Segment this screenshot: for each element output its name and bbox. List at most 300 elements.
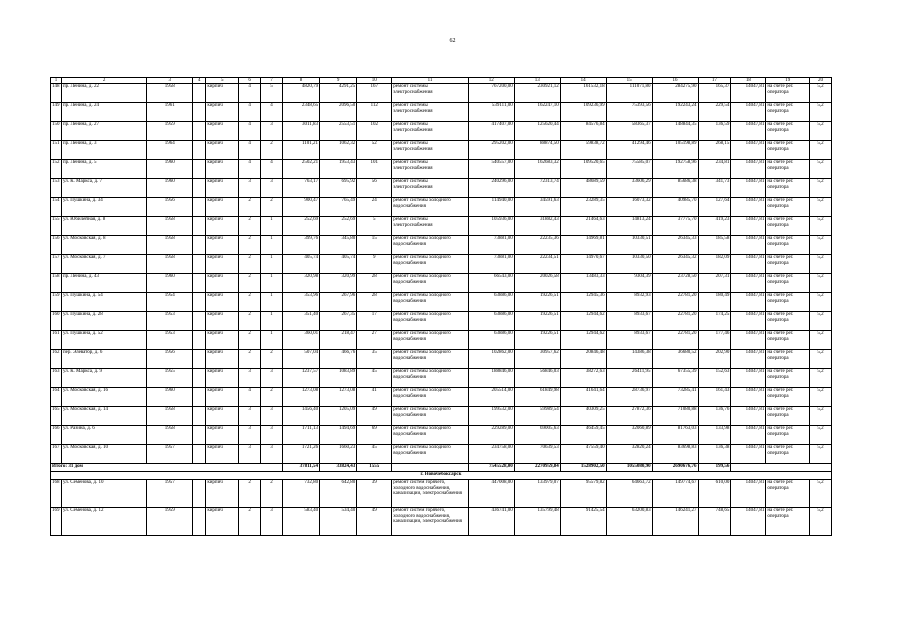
table-row (51, 426, 832, 445)
living-area-cell: 1273,08 (320, 388, 357, 407)
republic-share-cell: 95579,82 (560, 480, 606, 508)
address-cell: пр. Ленина, д. 22 (61, 84, 146, 103)
owners-share-cell: 73285,41 (652, 388, 698, 407)
unit-cost-cell: 419,23 (698, 217, 731, 236)
address-cell: ул. К. Маркса, д. 7 (61, 179, 146, 198)
local-share-sum: 1055080,90 (606, 464, 652, 472)
total-cost-cell: 63886,00 (468, 312, 514, 331)
fund-share-cell: 31882,43 (514, 217, 560, 236)
local-share-cell: 32060,89 (606, 426, 652, 445)
floors-cell: 4 (239, 84, 261, 103)
total-cost-sum: 7545528,00 (468, 464, 514, 472)
year-cell: 1955 (147, 369, 193, 388)
address-cell: ул. Московская, д. 16 (61, 388, 146, 407)
living-area-cell: 218,47 (320, 331, 357, 350)
max-unit-cost-cell: 14047,81 (731, 122, 766, 141)
republic-share-cell: 47559,40 (560, 445, 606, 464)
local-share-cell: 28736,97 (606, 388, 652, 407)
total-cost-cell: 102862,00 (468, 350, 514, 369)
unit-cost-cell: 268,15 (698, 141, 731, 160)
unit-cost-cell: 202,90 (698, 350, 731, 369)
local-share-cell: 10330,51 (606, 236, 652, 255)
work-type-cell: ремонт системы холодного водоснабжения (392, 426, 469, 445)
column-number-cell: 6 (239, 78, 261, 84)
republic-share-cell: 21464,63 (560, 217, 606, 236)
local-share-cell: 26411,95 (606, 369, 652, 388)
work-type-cell: ремонт системы электроснабжения (392, 141, 469, 160)
unit-cost-cell: 610,00 (698, 480, 731, 508)
year-cell: 1956 (147, 350, 193, 369)
fund-method-cell: на счете рег. оператора (766, 141, 810, 160)
total-cost-cell: 229289,00 (468, 426, 514, 445)
floors-cell: 2 (239, 293, 261, 312)
term-cell: 5,2 (810, 388, 832, 407)
table-row (51, 160, 832, 179)
term-cell: 5,2 (810, 179, 832, 198)
total-area-cell: 507,04 (282, 350, 319, 369)
total-cost-cell: 66543,00 (468, 274, 514, 293)
term-cell: 5,2 (810, 122, 832, 141)
city-row (51, 472, 832, 480)
wall-material-cell: кирпич (206, 122, 239, 141)
term-cell: 5,2 (810, 426, 832, 445)
total-area-cell: 320,98 (282, 274, 319, 293)
fund-method-cell: на счете рег. оператора (766, 350, 810, 369)
year-cell: 1964 (147, 141, 193, 160)
republic-share-cell: 12944,62 (560, 312, 606, 331)
fund-share-cell: 88874,50 (514, 141, 560, 160)
residents-sum: 1555 (357, 464, 392, 472)
table-row (51, 179, 832, 198)
local-share-cell: 9304,39 (606, 274, 652, 293)
row-number: 152 (51, 160, 62, 179)
max-unit-cost-cell: 14047,81 (731, 388, 766, 407)
republic-share-cell: 40309,25 (560, 407, 606, 426)
average-unit-cost: 199,56 (698, 464, 731, 472)
fund-share-cell: 72313,74 (514, 179, 560, 198)
republic-share-cell: 109236,99 (560, 103, 606, 122)
year-cell: 1956 (147, 198, 193, 217)
max-unit-cost-cell: 14047,81 (731, 179, 766, 198)
owners-share-cell: 37775,70 (652, 217, 698, 236)
entrances-cell: 2 (261, 480, 283, 508)
entrances-cell: 1 (261, 312, 283, 331)
wall-material-cell: кирпич (206, 369, 239, 388)
living-area-cell: 267,96 (320, 293, 357, 312)
republic-share-cell: 12945,36 (560, 293, 606, 312)
total-area-cell: 1237,57 (282, 369, 319, 388)
column-number-cell: 15 (606, 78, 652, 84)
total-area-cell: 399,76 (282, 236, 319, 255)
total-cost-cell: 540557,00 (468, 160, 514, 179)
total-area-cell: 1456,40 (282, 407, 319, 426)
address-cell: ул. Семенова, д. 10 (61, 480, 146, 508)
fund-share-cell: 56846,03 (514, 369, 560, 388)
empty-cell (193, 426, 206, 445)
wall-material-cell: кирпич (206, 274, 239, 293)
column-number-cell: 10 (357, 78, 392, 84)
max-unit-cost-cell: 14047,81 (731, 236, 766, 255)
total-cost-cell: 63886,00 (468, 331, 514, 350)
local-share-cell: 75393,56 (606, 103, 652, 122)
address-cell: ул. Юбилейная, д. 8 (61, 217, 146, 236)
term-cell: 5,2 (810, 508, 832, 536)
total-cost-cell: 234758,00 (468, 445, 514, 464)
row-number: 165 (51, 407, 62, 426)
fund-share-cell: 61849,98 (514, 388, 560, 407)
unit-cost-cell: 182,09 (698, 255, 731, 274)
total-area-cell: 583,40 (282, 508, 319, 536)
total-area-cell: 1711,13 (282, 426, 319, 445)
table-row (51, 103, 832, 122)
owners-share-cell: 81763,03 (652, 426, 698, 445)
wall-material-cell: кирпич (206, 480, 239, 508)
republic-share-sum: 1528902,50 (560, 464, 606, 472)
column-number-cell: 1 (51, 78, 62, 84)
total-cost-cell: 199532,00 (468, 407, 514, 426)
year-cell: 1953 (147, 312, 193, 331)
unit-cost-cell: 177,46 (698, 331, 731, 350)
year-cell: 1958 (147, 236, 193, 255)
column-number-cell: 20 (810, 78, 832, 84)
fund-method-cell: на счете рег. оператора (766, 198, 810, 217)
empty-cell (193, 198, 206, 217)
total-label: Итого: 31 дом (51, 464, 283, 472)
entrances-cell: 3 (261, 426, 283, 445)
row-number: 159 (51, 293, 62, 312)
work-type-cell: ремонт системы электроснабжения (392, 84, 469, 103)
total-area-cell: 405,74 (282, 255, 319, 274)
residents-cell: 27 (357, 331, 392, 350)
year-cell: 1960 (147, 160, 193, 179)
unit-cost-cell: 152,63 (698, 369, 731, 388)
total-area-cell: 2348,65 (282, 103, 319, 122)
owners-share-cell: 23728,50 (652, 274, 698, 293)
local-share-cell: 111071,80 (606, 84, 652, 103)
column-number-cell: 19 (766, 78, 810, 84)
wall-material-cell: кирпич (206, 217, 239, 236)
year-cell: 1960 (147, 179, 193, 198)
address-cell: ул. Пушкина, д. 28 (61, 312, 146, 331)
term-cell: 5,2 (810, 350, 832, 369)
year-cell: 1958 (147, 426, 193, 445)
address-cell: ул. Пушкина, д. 52 (61, 331, 146, 350)
column-number-cell: 11 (392, 78, 469, 84)
residents-cell: 49 (357, 508, 392, 536)
row-number: 169 (51, 508, 62, 536)
table-row (51, 217, 832, 236)
residents-cell: 41 (357, 388, 392, 407)
work-type-cell: ремонт системы электроснабжения (392, 103, 469, 122)
owners-share-cell: 22781,20 (652, 331, 698, 350)
republic-share-cell: 109520,65 (560, 160, 606, 179)
total-cost-cell: 295202,00 (468, 141, 514, 160)
table-row (51, 122, 832, 141)
fund-share-cell: 34591,63 (514, 198, 560, 217)
empty-cell (193, 407, 206, 426)
owners-share-cell: 284275,90 (652, 84, 698, 103)
residents-cell: 9 (357, 255, 392, 274)
local-share-cell: 63200,83 (606, 508, 652, 536)
residents-cell: 101 (357, 160, 392, 179)
residents-cell: 45 (357, 445, 392, 464)
local-share-cell: 8933,67 (606, 312, 652, 331)
table-row (51, 84, 832, 103)
republic-share-cell: 14970,67 (560, 255, 606, 274)
unit-cost-cell: 136,59 (698, 122, 731, 141)
fund-method-cell: на счете рег. оператора (766, 179, 810, 198)
address-cell: ул. Пушкина, д. 34 (61, 198, 146, 217)
unit-cost-cell: 136,76 (698, 407, 731, 426)
residents-cell: 56 (357, 179, 392, 198)
fund-method-cell: на счете рег. оператора (766, 217, 810, 236)
row-number: 161 (51, 331, 62, 350)
column-number-cell: 16 (652, 78, 698, 84)
empty-cell (193, 160, 206, 179)
fund-share-cell: 133979,07 (514, 480, 560, 508)
floors-cell: 3 (239, 426, 261, 445)
total-cost-cell: 73881,00 (468, 255, 514, 274)
entrances-cell: 2 (261, 198, 283, 217)
max-unit-cost-cell: 14047,81 (731, 255, 766, 274)
term-cell: 5,2 (810, 480, 832, 508)
entrances-cell: 2 (261, 350, 283, 369)
residents-cell: 17 (357, 312, 392, 331)
work-type-cell: ремонт системы холодного водоснабжения (392, 369, 469, 388)
owners-share-sum: 2690676,76 (652, 464, 698, 472)
address-cell: ул. К. Маркса, д. 9 (61, 369, 146, 388)
year-cell: 1958 (147, 217, 193, 236)
living-area-cell: 4291,25 (320, 84, 357, 103)
year-cell: 1958 (147, 407, 193, 426)
fund-method-cell: на счете рег. оператора (766, 445, 810, 464)
owners-share-cell: 26345,33 (652, 236, 698, 255)
max-unit-cost-cell: 14047,81 (731, 508, 766, 536)
entrances-cell: 1 (261, 236, 283, 255)
wall-material-cell: кирпич (206, 198, 239, 217)
local-share-cell: 58365,37 (606, 122, 652, 141)
work-type-cell: ремонт системы холодного водоснабжения (392, 312, 469, 331)
republic-share-cell: 14969,81 (560, 236, 606, 255)
living-area-cell: 1062,32 (320, 141, 357, 160)
table-row (51, 388, 832, 407)
column-number-cell: 17 (698, 78, 731, 84)
local-share-cell: 75585,07 (606, 160, 652, 179)
year-cell: 1957 (147, 480, 193, 508)
unit-cost-cell: 136,38 (698, 445, 731, 464)
floors-cell: 2 (239, 312, 261, 331)
wall-material-cell: кирпич (206, 508, 239, 536)
row-number: 168 (51, 480, 62, 508)
entrances-cell: 3 (261, 369, 283, 388)
total-area-sum: 37811,54 (282, 464, 319, 472)
living-area-cell: 1083,89 (320, 369, 357, 388)
owners-share-cell: 192243,24 (652, 103, 698, 122)
address-cell: пер. Элеватор, д. 6 (61, 350, 146, 369)
fund-share-cell: 230921,12 (514, 84, 560, 103)
work-type-cell: ремонт систем горячего, холодного водоснабжения, канализации, электроснабжения (392, 480, 469, 508)
republic-share-cell: 20846,48 (560, 350, 606, 369)
term-cell: 5,2 (810, 84, 832, 103)
residents-cell: 5 (357, 217, 392, 236)
floors-cell: 3 (239, 407, 261, 426)
floors-cell: 2 (239, 274, 261, 293)
residents-cell: 167 (357, 84, 392, 103)
living-area-cell: 1660,23 (320, 445, 357, 464)
fund-share-cell: 22234,51 (514, 255, 560, 274)
floors-cell: 3 (239, 369, 261, 388)
row-number: 150 (51, 122, 62, 141)
column-number-cell: 5 (206, 78, 239, 84)
floors-cell: 3 (239, 179, 261, 198)
empty-cell (193, 350, 206, 369)
work-type-cell: ремонт системы электроснабжения (392, 122, 469, 141)
owners-share-cell: 22781,20 (652, 293, 698, 312)
fund-method-cell: на счете рег. оператора (766, 160, 810, 179)
max-unit-cost-cell: 14047,81 (731, 274, 766, 293)
floors-cell: 2 (239, 255, 261, 274)
entrances-cell: 1 (261, 255, 283, 274)
work-type-cell: ремонт системы холодного водоснабжения (392, 388, 469, 407)
residents-cell: 24 (357, 198, 392, 217)
fund-method-cell: на счете рег. оператора (766, 331, 810, 350)
work-type-cell: ремонт системы холодного водоснабжения (392, 198, 469, 217)
wall-material-cell: кирпич (206, 331, 239, 350)
republic-share-cell: 91425,54 (560, 508, 606, 536)
total-area-cell: 351,40 (282, 312, 319, 331)
entrances-cell: 3 (261, 407, 283, 426)
fund-share-cell: 30957,62 (514, 350, 560, 369)
year-cell: 1959 (147, 508, 193, 536)
fund-share-cell: 162683,32 (514, 160, 560, 179)
column-number-cell: 13 (514, 78, 560, 84)
address-cell: ул. Московская, д. 8 (61, 236, 146, 255)
total-cost-cell: 767200,00 (468, 84, 514, 103)
empty-cell (193, 293, 206, 312)
total-cost-cell: 63886,00 (468, 293, 514, 312)
max-unit-cost-cell: 14047,81 (731, 350, 766, 369)
page-number: 62 (449, 38, 456, 44)
owners-share-cell: 146241,27 (652, 508, 698, 536)
column-number-cell: 3 (147, 78, 193, 84)
row-number: 166 (51, 426, 62, 445)
work-type-cell: ремонт системы электроснабжения (392, 160, 469, 179)
fund-share-cell: 135799,48 (514, 508, 560, 536)
row-number: 153 (51, 179, 62, 198)
local-share-cell: 16073,32 (606, 198, 652, 217)
work-type-cell: ремонт системы электроснабжения (392, 179, 469, 198)
fund-method-cell: на счете рег. оператора (766, 293, 810, 312)
total-area-cell: 2502,21 (282, 160, 319, 179)
local-share-cell: 14386,38 (606, 350, 652, 369)
total-area-cell: 900,47 (282, 198, 319, 217)
total-area-cell: 3011,83 (282, 122, 319, 141)
fund-method-cell: на счете рег. оператора (766, 407, 810, 426)
row-number: 160 (51, 312, 62, 331)
owners-share-cell: 105198,89 (652, 141, 698, 160)
republic-share-cell: 13483,33 (560, 274, 606, 293)
living-area-cell: 320,99 (320, 274, 357, 293)
owners-share-cell: 85686,38 (652, 179, 698, 198)
republic-share-cell: 41641,64 (560, 388, 606, 407)
max-unit-cost-cell: 14047,81 (731, 293, 766, 312)
column-number-cell: 18 (731, 78, 766, 84)
owners-share-cell: 67355,39 (652, 369, 698, 388)
entrances-cell: 4 (261, 160, 283, 179)
row-number: 149 (51, 103, 62, 122)
row-number: 158 (51, 274, 62, 293)
entrances-cell: 2 (261, 141, 283, 160)
owners-share-cell: 71080,88 (652, 407, 698, 426)
table-row (51, 331, 832, 350)
empty-cell (731, 464, 832, 472)
total-cost-cell: 417407,00 (468, 122, 514, 141)
residents-cell: 39 (357, 480, 392, 508)
term-cell: 5,2 (810, 274, 832, 293)
floors-cell: 2 (239, 480, 261, 508)
column-number-cell: 14 (560, 78, 606, 84)
unit-cost-cell: 207,31 (698, 274, 731, 293)
local-share-cell: 32820,24 (606, 445, 652, 464)
entrances-cell: 5 (261, 84, 283, 103)
fund-method-cell: на счете рег. оператора (766, 274, 810, 293)
address-cell: пр. Ленина, д. 27 (61, 122, 146, 141)
fund-share-cell: 70639,53 (514, 445, 560, 464)
owners-share-cell: 148844,35 (652, 122, 698, 141)
owners-share-cell: 22781,20 (652, 312, 698, 331)
work-type-cell: ремонт системы холодного водоснабжения (392, 255, 469, 274)
wall-material-cell: кирпич (206, 388, 239, 407)
table-row (51, 445, 832, 464)
column-number-cell: 8 (282, 78, 319, 84)
fund-method-cell: на счете рег. оператора (766, 369, 810, 388)
total-cost-cell: 114940,00 (468, 198, 514, 217)
fund-method-cell: на счете рег. оператора (766, 255, 810, 274)
living-area-cell: 695,92 (320, 179, 357, 198)
fund-method-cell: на счете рег. оператора (766, 312, 810, 331)
table-row (51, 293, 832, 312)
address-cell: пр. Ленина, д. 5 (61, 160, 146, 179)
entrances-cell: 2 (261, 388, 283, 407)
unit-cost-cell: 174,25 (698, 312, 731, 331)
living-area-cell: 345,80 (320, 236, 357, 255)
address-cell: ул. Московская, д. 10 (61, 445, 146, 464)
address-cell: пр. Ленина, д. 24 (61, 103, 146, 122)
republic-share-cell: 84576,84 (560, 122, 606, 141)
living-area-cell: 1953,43 (320, 160, 357, 179)
address-cell: ул. Семенова, д. 12 (61, 508, 146, 536)
max-unit-cost-cell: 14047,81 (731, 198, 766, 217)
wall-material-cell: кирпич (206, 236, 239, 255)
owners-share-cell: 26345,32 (652, 255, 698, 274)
republic-share-cell: 46459,45 (560, 426, 606, 445)
total-cost-cell: 105936,00 (468, 217, 514, 236)
fund-share-cell: 59989,54 (514, 407, 560, 426)
max-unit-cost-cell: 14047,81 (731, 160, 766, 179)
floors-cell: 2 (239, 236, 261, 255)
empty-cell (193, 255, 206, 274)
max-unit-cost-cell: 14047,81 (731, 480, 766, 508)
entrances-cell: 3 (261, 179, 283, 198)
living-area-cell: 2553,51 (320, 122, 357, 141)
empty-cell (193, 331, 206, 350)
year-cell: 1961 (147, 103, 193, 122)
fund-share-cell: 22235,36 (514, 236, 560, 255)
empty-cell (193, 84, 206, 103)
local-share-cell: 8933,67 (606, 331, 652, 350)
total-cost-cell: 205514,00 (468, 388, 514, 407)
floors-cell: 2 (239, 508, 261, 536)
